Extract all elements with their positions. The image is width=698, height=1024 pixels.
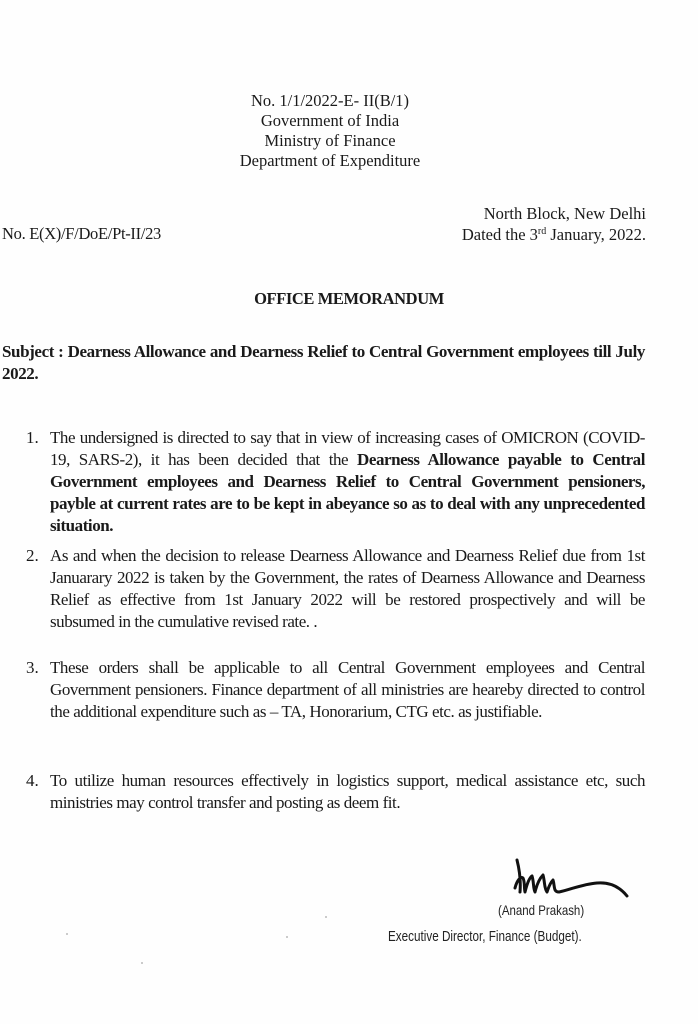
paragraph-number: 3. (26, 658, 39, 677)
signatory-designation: Executive Director, Finance (Budget). (388, 928, 582, 945)
paragraph-4 (26, 770, 645, 814)
paragraph-number: 1. (26, 428, 39, 447)
paragraph-1 (26, 427, 645, 537)
scan-speck (141, 962, 143, 964)
government-name: Government of India (260, 111, 400, 130)
paragraph-number: 2. (26, 546, 39, 565)
subject-line: Subject : Dearness Allowance and Dearness Relief to Central Government employees till July 2022. (2, 342, 645, 383)
paragraph-3 (26, 657, 645, 723)
paragraph-text: The undersigned is directed to say that in view of increasing cases of OMICRON (COVID-19, SARS-2), it has been decided that the (50, 428, 645, 469)
scan-speck (325, 916, 327, 918)
date-rest: January, 2022. (546, 225, 646, 244)
memo-title: OFFICE MEMORANDUM (254, 289, 444, 308)
file-number: No. 1/1/2022-E- II(B/1) (250, 91, 410, 110)
paragraph-2 (26, 545, 645, 633)
date-prefix: Dated the 3 (461, 225, 538, 244)
paragraph-bold-text: Dearness Allowance payable to Central Government employees and Dearness Relief to Central Government pensioners, payble at current rates are to be kept in abeyance so as to deal with any unprecedented situation. (50, 450, 645, 535)
place-and-date (462, 203, 646, 245)
place: North Block, New Delhi (483, 204, 646, 223)
signatory-name: (Anand Prakash) (498, 902, 585, 918)
ministry-name: Ministry of Finance (264, 131, 396, 150)
letterhead (200, 91, 460, 171)
scan-speck (66, 933, 68, 935)
department-name: Department of Expenditure (239, 151, 421, 170)
date (462, 224, 646, 245)
reference-number: No. E(X)/F/DoE/Pt-II/23 (2, 224, 162, 243)
scan-speck (286, 936, 288, 938)
paragraph-body: As and when the decision to release Dearness Allowance and Dearness Relief due from 1st Januarary 2022 is taken by the Government, the rates of Dearness Allowance and Dearness Relief as effective from 1st January 2022 will be restored prospectively and will be subsumed in the cumulative revised rate. . (50, 546, 645, 631)
signature-icon (505, 858, 630, 902)
paragraph-body: To utilize human resources effectively in logistics support, medical assistance etc, such ministries may control transfer and posting as deem fit. (50, 771, 645, 812)
paragraph-number: 4. (26, 771, 39, 790)
date-ordinal: rd (537, 226, 547, 237)
paragraph-body: These orders shall be applicable to all Central Government employees and Central Government pensioners. Finance department of all ministries are heareby directed to control the additional expenditure such as – TA, Honorarium, CTG etc. as justifiable. (50, 658, 645, 721)
paragraph-body (50, 427, 645, 537)
